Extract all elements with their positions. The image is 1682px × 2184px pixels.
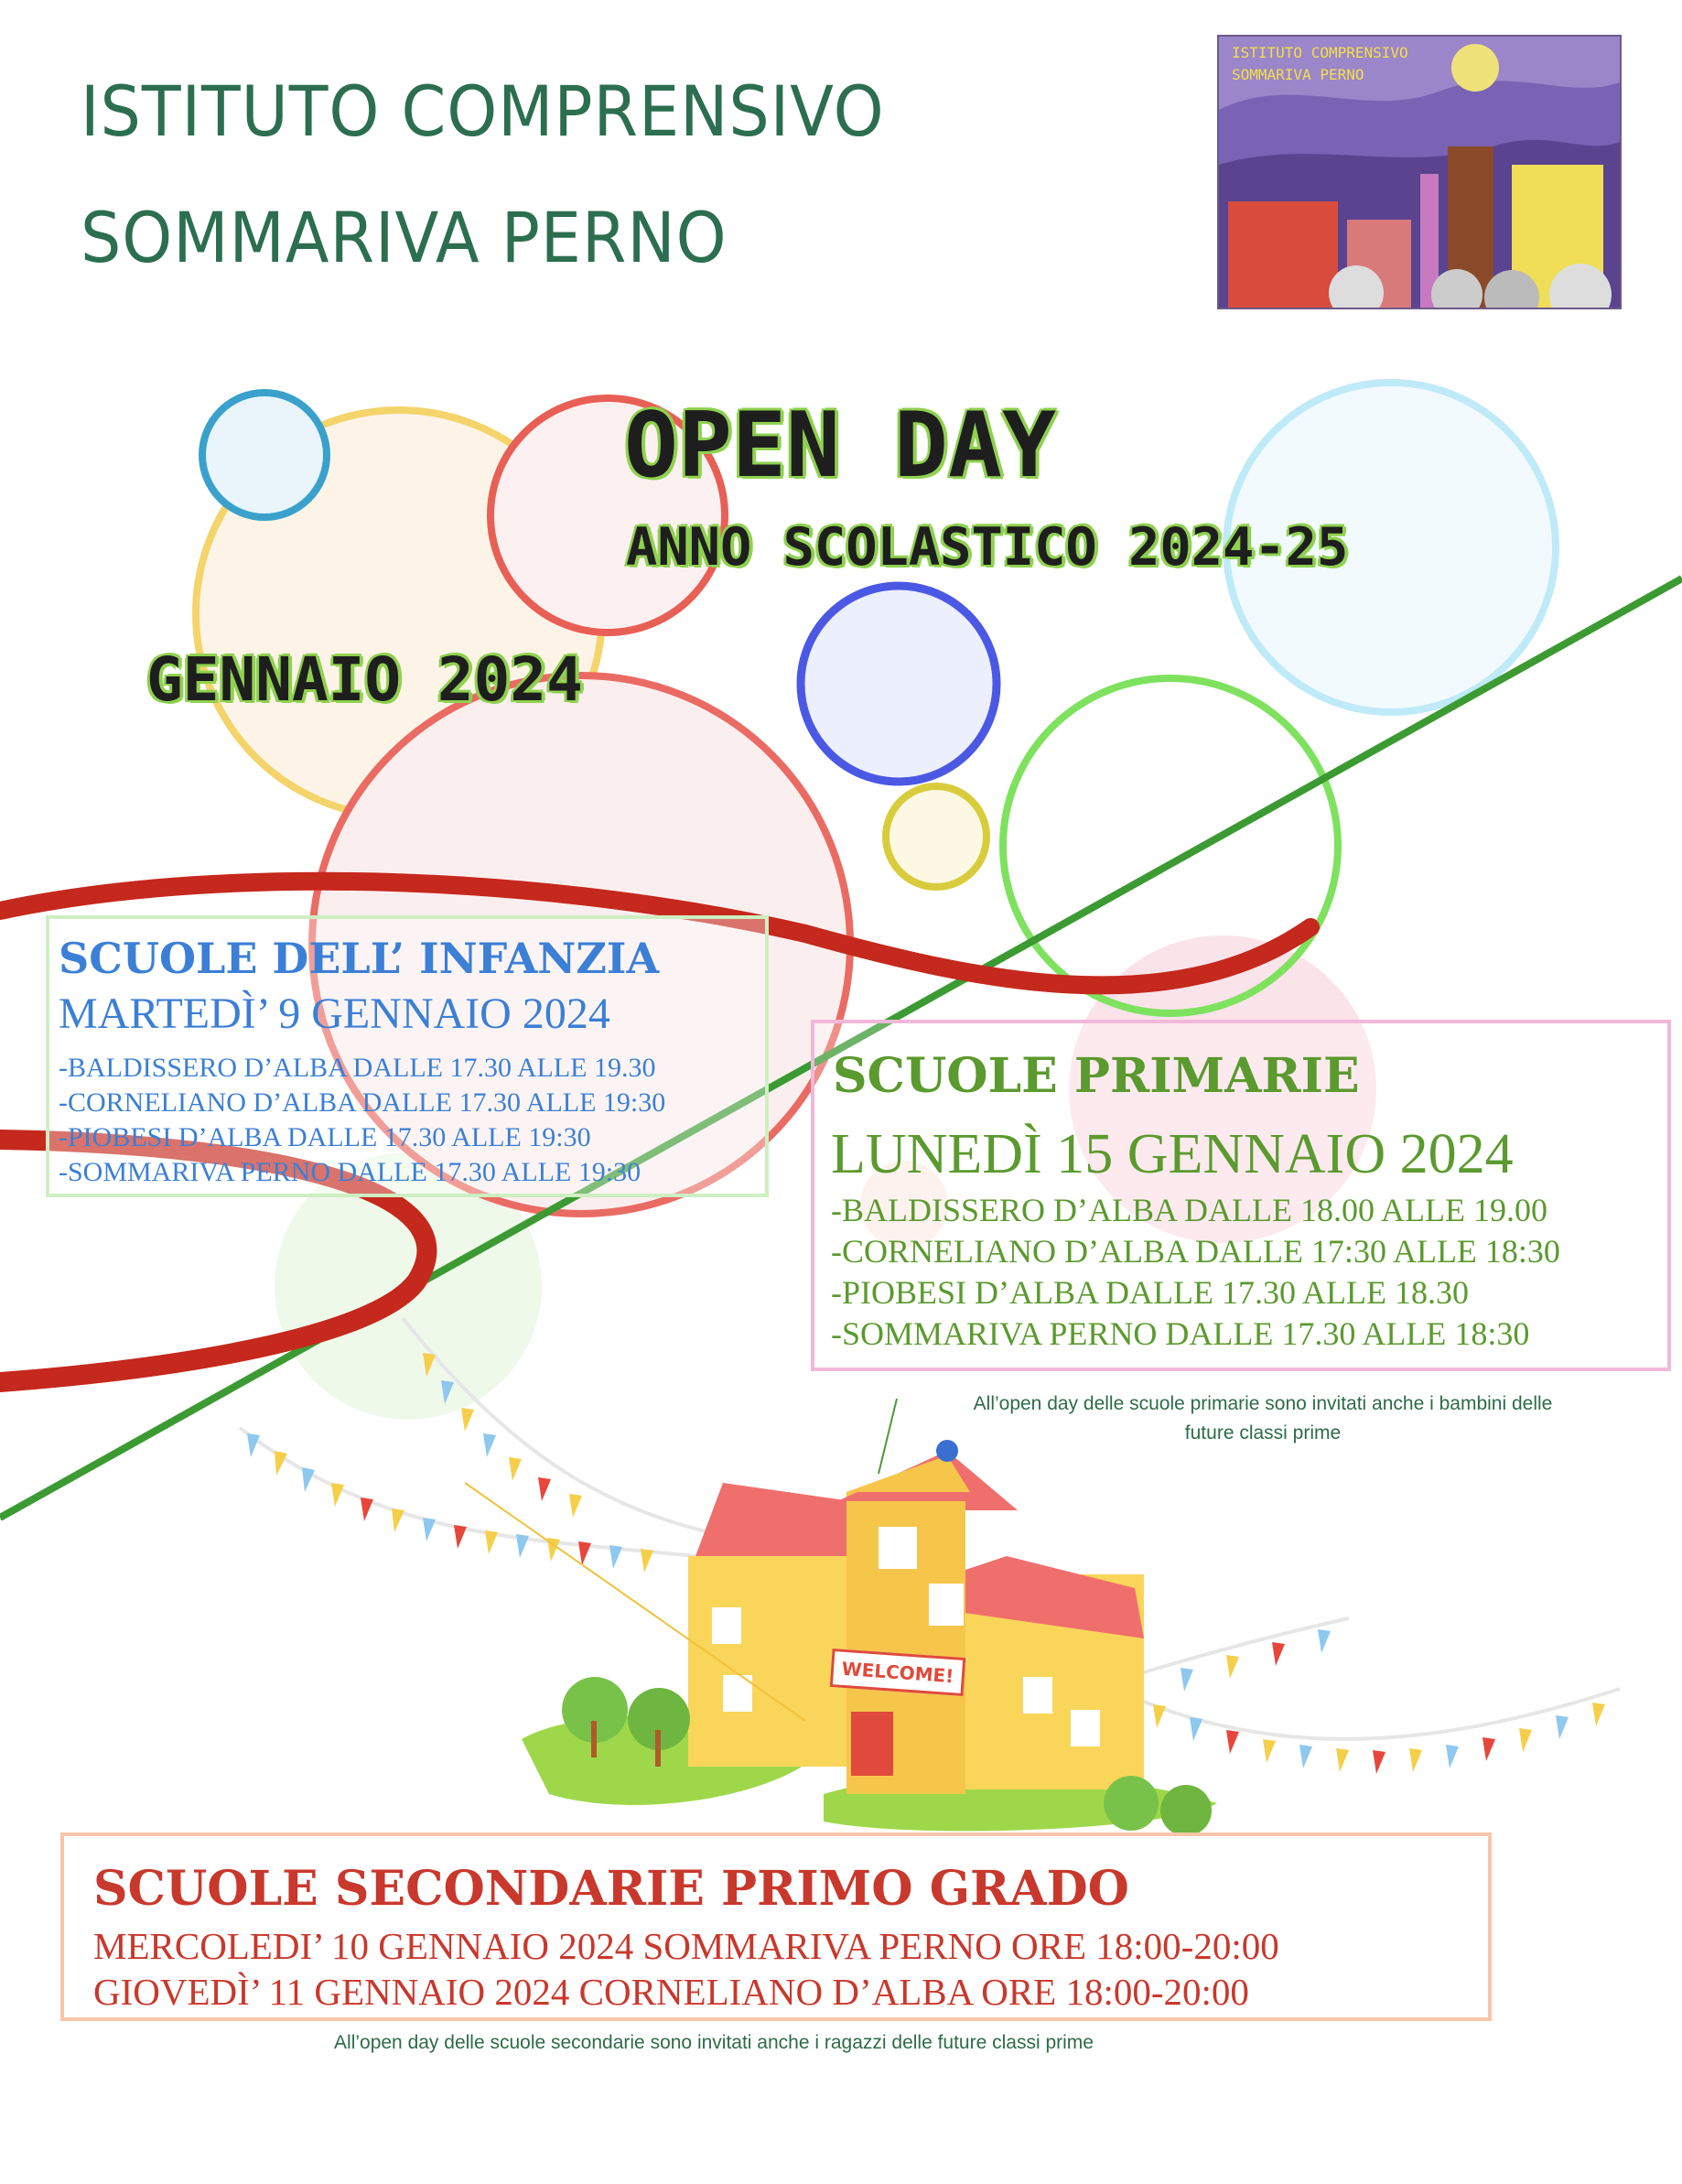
primarie-box — [811, 1020, 1671, 1371]
logo-text-line2: SOMMARIVA PERNO — [1232, 66, 1364, 83]
secondarie-note: All’open day delle scuole secondarie sono invitati anche i ragazzi delle future classi prime — [334, 2032, 1094, 2053]
small-blue-circle — [202, 393, 327, 517]
infanzia-item: -PIOBESI D’ALBA DALLE 17.30 ALLE 19:30 — [59, 1122, 591, 1152]
primarie-item: -CORNELIANO D’ALBA DALLE 17:30 ALLE 18:30 — [831, 1233, 1560, 1270]
primarie-item: -SOMMARIVA PERNO DALLE 17.30 ALLE 18:30 — [831, 1315, 1530, 1352]
primarie-item: -PIOBESI D’ALBA DALLE 17.30 ALLE 18.30 — [831, 1274, 1469, 1311]
primarie-heading: SCUOLE PRIMARIE — [833, 1048, 1360, 1104]
primarie-note — [851, 1389, 1675, 1447]
school-logo — [1217, 35, 1622, 309]
welcome-sign-text: WELCOME! — [840, 1657, 955, 1688]
infanzia-date: MARTEDÌ’ 9 GENNAIO 2024 — [59, 989, 610, 1038]
month-title: GENNAIO 2024 — [146, 644, 583, 715]
infanzia-heading: SCUOLE DELL’ INFANZIA — [59, 934, 660, 983]
school-name-line1: ISTITUTO COMPRENSIVO — [81, 70, 885, 152]
secondarie-item: MERCOLEDI’ 10 GENNAIO 2024 SOMMARIVA PERNO ORE 18:00-20:00 — [93, 1925, 1279, 1967]
secondarie-box — [60, 1833, 1492, 2021]
small-yellow-circle — [886, 786, 987, 887]
primarie-item: -BALDISSERO D’ALBA DALLE 18.00 ALLE 19.00 — [831, 1192, 1547, 1228]
primarie-note-line1: All’open day delle scuole primarie sono invitati anche i bambini delle — [973, 1393, 1553, 1414]
secondarie-item: GIOVEDÌ’ 11 GENNAIO 2024 CORNELIANO D’ALBA ORE 18:00-20:00 — [93, 1971, 1249, 2013]
open-day-title: OPEN DAY — [624, 394, 1057, 498]
infanzia-item: -CORNELIANO D’ALBA DALLE 17.30 ALLE 19:30 — [59, 1087, 666, 1118]
school-year-subtitle: ANNO SCOLASTICO 2024-25 — [626, 517, 1349, 578]
primarie-date: LUNEDÌ 15 GENNAIO 2024 — [831, 1123, 1514, 1185]
infanzia-item: -SOMMARIVA PERNO DALLE 17.30 ALLE 19:30 — [59, 1157, 642, 1187]
logo-text-line1: ISTITUTO COMPRENSIVO — [1232, 44, 1408, 61]
secondarie-heading: SCUOLE SECONDARIE PRIMO GRADO — [93, 1861, 1129, 1917]
infanzia-item: -BALDISSERO D’ALBA DALLE 17.30 ALLE 19.30 — [59, 1053, 656, 1083]
infanzia-box — [46, 915, 769, 1197]
blue-circle — [801, 586, 997, 782]
school-name-line2: SOMMARIVA PERNO — [81, 197, 728, 278]
primarie-note-line2: future classi prime — [1184, 1422, 1342, 1443]
